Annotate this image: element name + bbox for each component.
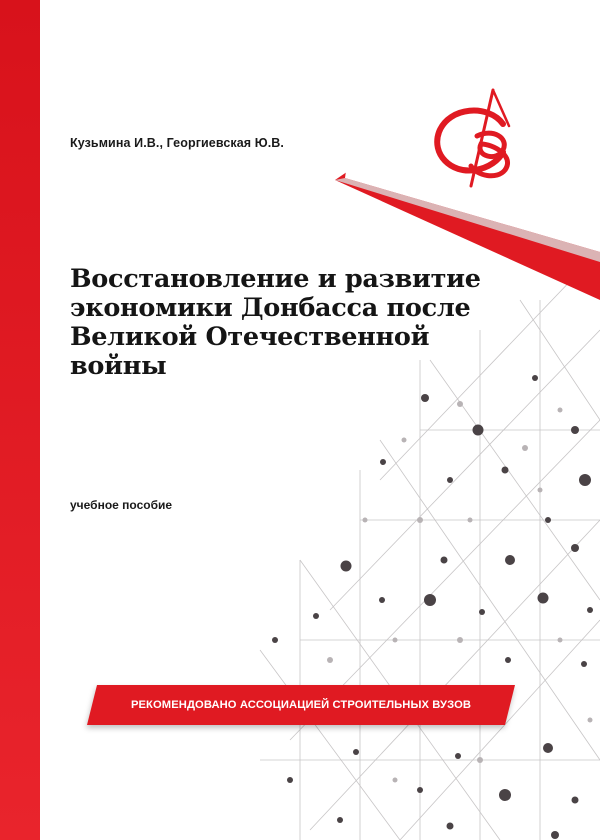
title-line: Восстановление и развитие — [70, 264, 481, 294]
book-type: учебное пособие — [70, 498, 173, 512]
publisher-logo-icon — [405, 82, 535, 192]
recommendation-banner-text: РЕКОМЕНДОВАНО АССОЦИАЦИЕЙ СТРОИТЕЛЬНЫХ ВУЗОВ — [130, 699, 472, 711]
authors: Кузьмина И.В., Георгиевская Ю.В. — [70, 136, 285, 150]
book-title — [70, 265, 530, 381]
title-line: экономики Донбасса после — [70, 293, 471, 323]
title-line: войны — [70, 351, 167, 381]
title-line: Великой Отечественной — [70, 322, 430, 352]
